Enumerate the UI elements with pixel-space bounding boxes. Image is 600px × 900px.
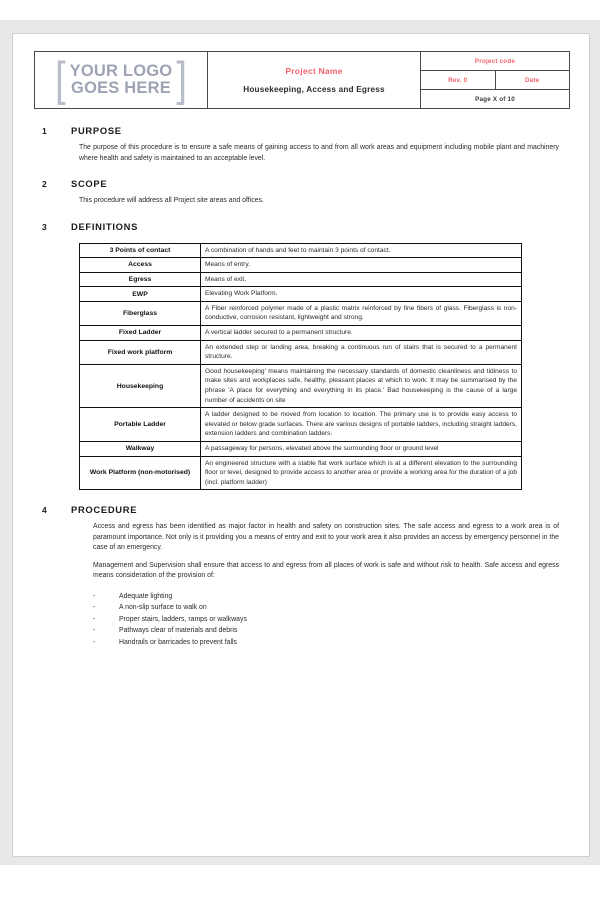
scope-paragraph: This procedure will address all Project site areas and offices. [79, 197, 264, 204]
table-row [80, 408, 522, 442]
section-title-purpose: PURPOSE [71, 125, 122, 136]
definition-text: Means of exit. [201, 272, 522, 287]
date-cell: Date [495, 71, 569, 90]
logo-line-2: GOES HERE [71, 79, 171, 97]
header-title-stack [208, 61, 420, 100]
logo-line-1: YOUR LOGO [69, 62, 173, 80]
list-item [93, 614, 568, 626]
table-row [80, 287, 522, 302]
section-definitions-heading [34, 221, 568, 232]
list-item [93, 625, 568, 637]
section-number-2: 2 [42, 179, 47, 189]
header-meta-cell [421, 52, 570, 109]
meta-row-rev-date [421, 71, 569, 90]
definition-term: EWP [80, 287, 201, 302]
list-item-label: Adequate lighting [119, 592, 173, 600]
list-item [93, 591, 568, 603]
definition-text: Good housekeeping' means maintaining the necessary standards of domestic cleanliness and tidiness to make sites and workplaces safe, healthy, pleasant places at which to work. It may be summarised by the phrase 'A place for everything and everything in its place.' Bad housekeeping is the cause of a large number of accidents on site [201, 364, 522, 407]
definition-text: Means of entry. [201, 258, 522, 273]
definition-term: Fiberglass [80, 301, 201, 325]
list-item-label: Proper stairs, ladders, ramps or walkways [119, 615, 247, 623]
table-row [80, 258, 522, 273]
bracket-right-icon: ] [176, 53, 187, 107]
list-item [93, 602, 568, 614]
definition-term: Walkway [80, 442, 201, 457]
definition-term: Fixed Ladder [80, 326, 201, 341]
bullet-dash-icon: - [93, 592, 96, 600]
table-row [80, 301, 522, 325]
header-meta-table [421, 52, 569, 108]
header-logo-cell [35, 52, 208, 109]
table-row [80, 442, 522, 457]
bullet-dash-icon: - [93, 604, 96, 612]
bracket-left-icon: [ [55, 53, 66, 107]
section-purpose-heading [34, 125, 568, 136]
project-name: Project Name [285, 65, 343, 76]
document-page [12, 33, 589, 856]
list-item-label: A non-slip surface to walk on [119, 604, 207, 612]
definition-text: A ladder designed to be moved from location to location. The primary use is to provide easy access to elevated or below grade surfaces. There are various designs of portable ladders, including straight ladders, extension ladders and combination ladders. [201, 408, 522, 442]
table-row [80, 364, 522, 407]
section-number-3: 3 [42, 221, 47, 232]
project-code-cell: Project code [421, 52, 569, 71]
section-title-definitions: DEFINITIONS [71, 220, 139, 232]
definition-term: Housekeeping [80, 364, 201, 407]
section-title-procedure: PROCEDURE [71, 504, 138, 516]
definition-text: A Fiber reinforced polymer made of a plastic matrix reinforced by fine fibers of glass. Fiberglass is non-conductive, corrosion resistant, lightweight and strong. [201, 301, 522, 325]
meta-row-page [421, 90, 569, 109]
table-row [80, 326, 522, 341]
document-title: Housekeeping, Access and Egress [243, 84, 385, 94]
definitions-table [79, 243, 522, 491]
section-number-4: 4 [42, 505, 47, 516]
meta-row-project-code [421, 52, 569, 71]
procedure-paragraph-2: Management and Supervision shall ensure that access to and egress from all places of work is safe and without risk to health. Safe access and egress means consideration of the provision of: [93, 561, 559, 580]
table-row [80, 272, 522, 287]
definition-text: A combination of hands and feet to maintain 3 points of contact. [201, 243, 522, 258]
definition-term: Portable Ladder [80, 408, 201, 442]
definition-text: A vertical ladder secured to a permanent structure. [201, 326, 522, 341]
table-row [80, 456, 522, 490]
section-title-scope: SCOPE [71, 178, 108, 189]
page-number-cell: Page X of 10 [421, 90, 569, 109]
definition-term: Access [80, 258, 201, 273]
definition-term: Work Platform (non-motorised) [80, 456, 201, 490]
logo-placeholder [35, 53, 207, 107]
section-scope-heading [34, 178, 568, 189]
definition-term: Fixed work platform [80, 340, 201, 364]
bullet-dash-icon: - [93, 615, 96, 623]
list-item-label: Handrails or barricades to prevent falls [119, 638, 237, 646]
definition-term: 3 Points of contact [80, 243, 201, 258]
header-title-cell [208, 52, 421, 109]
bullet-dash-icon: - [93, 638, 96, 646]
procedure-paragraph-1: Access and egress has been identified as major factor in health and safety on construction sites. The safe access and egress to a work area is of paramount importance. Not only is it providing you a means of entry and exit to your work area it also provides an access by emergency personnel in the case of an emergency. [93, 523, 559, 552]
section-procedure-heading [34, 504, 568, 515]
definition-term: Egress [80, 272, 201, 287]
purpose-paragraph: The purpose of this procedure is to ensure a safe means of gaining access to and from all work areas and equipment including mobile plant and machinery where health and safety is maintained to an acceptable level. [79, 144, 559, 162]
revision-cell: Rev. 0 [421, 71, 495, 90]
page-content-area [34, 51, 568, 839]
section-number-1: 1 [42, 126, 47, 136]
logo-text [66, 63, 177, 97]
list-item [93, 637, 568, 649]
definition-text: A passageway for persons, elevated above the surrounding floor or ground level [201, 442, 522, 457]
table-row [80, 243, 522, 258]
provision-list [93, 591, 568, 649]
document-header-table [34, 51, 570, 109]
definition-text: An extended step or landing area, breaking a continuous run of stairs that is secured to a permanent structure. [201, 340, 522, 364]
bullet-dash-icon: - [93, 627, 96, 635]
definition-text: Elevating Work Platform. [201, 287, 522, 302]
list-item-label: Pathways clear of materials and debris [119, 627, 238, 635]
table-row [80, 340, 522, 364]
definition-text: An engineered structure with a stable flat work surface which is at a different elevation to the surrounding floor or level, designed to provide access to another area or provide a working area for the duration of a job (incl. platform ladder) [201, 456, 522, 490]
header-row [35, 52, 570, 109]
